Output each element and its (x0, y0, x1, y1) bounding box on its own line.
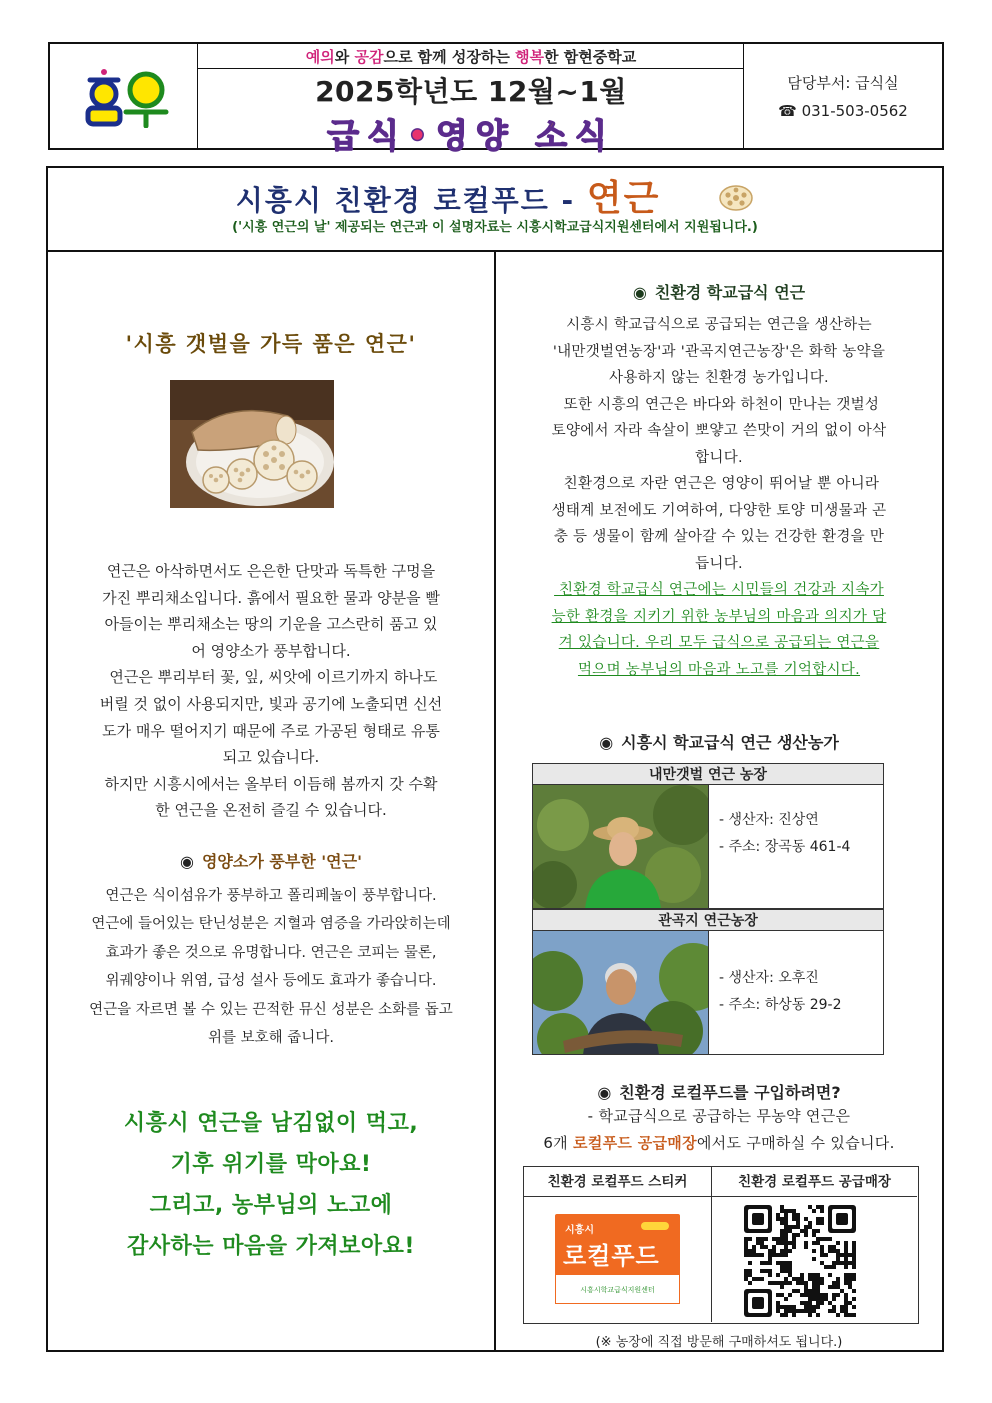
slogan-part: 예의 (305, 48, 335, 66)
sticker-column-header: 친환경 로컬푸드 스티커 (524, 1167, 712, 1197)
intro-paragraph (56, 558, 486, 824)
intro-line: 가진 뿌리채소입니다. 흙에서 필요한 물과 양분을 빨 (102, 588, 440, 607)
closing-message (48, 1103, 494, 1267)
school-logo-icon (80, 64, 172, 128)
eco-line: '내만갯벌연농장'과 '관곡지연근농장'은 화학 농약을 (552, 343, 886, 360)
bullet-icon: ◉ (597, 1083, 612, 1102)
nutrition-line: 위를 보호해 줍니다. (208, 1030, 334, 1047)
intro-line: 연근은 아삭하면서도 은은한 단맛과 독특한 구멍을 (106, 562, 436, 580)
nutrition-title-text: 영양소가 풍부한 '연근' (201, 852, 362, 871)
closing-line: 그리고, 농부님의 노고에 (149, 1193, 393, 1218)
main-title-row (48, 168, 942, 252)
eco-emphasis-line: 먹으며 농부님의 마음과 노고를 기억합시다. (577, 661, 861, 678)
intro-line: 되고 있습니다. (222, 748, 320, 767)
slogan-part: 행복 (515, 48, 545, 66)
sticker-city: 시흥시 (565, 1225, 594, 1236)
contact-cell (744, 44, 942, 148)
nutrition-line: 연근은 식이섬유가 풍부하고 폴리페놀이 풍부합니다. (105, 888, 437, 904)
closing-line: 시흥시 연근을 남김없이 먹고, (123, 1111, 419, 1136)
closing-line: 기후 위기를 막아요! (170, 1152, 372, 1177)
address-label: - 주소: 하상동 29-2 (719, 997, 842, 1013)
buy-line-2-post: 에서도 구매하실 수 있습니다. (696, 1134, 895, 1152)
purchase-table (523, 1166, 919, 1324)
buy-line-2-pre: 6개 (543, 1134, 574, 1152)
slogan-part: 한 함현중학교 (544, 48, 637, 66)
eco-emphasis-line: 친환경 학교급식 연근에는 시민들의 건강과 지속가 (554, 582, 884, 598)
nutrition-line: 연근에 들어있는 탄닌성분은 지혈과 염증을 가라앉히는데 (91, 916, 451, 933)
farm-row (532, 931, 884, 1055)
support-note: ('시흥 연근의 날' 제공되는 연근과 이 설명자료는 시흥시학교급식지원센터에서 지원됩니다.) (232, 220, 758, 235)
lotus-root-photo (170, 380, 334, 508)
producer-label: - 생산자: 진상연 (719, 812, 819, 828)
header-title-cell (198, 44, 744, 155)
sticker-footer-text: 시흥시학교급식지원센터 (580, 1286, 655, 1294)
phone-text: 031-503-0562 (801, 102, 908, 120)
left-headline: '시흥 갯벌을 가득 품은 연근' (125, 332, 417, 356)
main-title-item: 연근 (586, 178, 661, 219)
farm-row (532, 785, 884, 909)
bullet-icon: ◉ (599, 733, 614, 752)
buy-line-1: - 학교급식으로 공급하는 무농약 연근은 (587, 1107, 851, 1125)
lotus-slice-icon (718, 184, 754, 212)
school-logo-cell (50, 44, 198, 148)
main-title (48, 170, 942, 221)
buy-info (496, 1103, 942, 1157)
newsletter-title: 급식•영양 소식 (327, 116, 615, 155)
column-divider (494, 252, 496, 1350)
producer-label: - 생산자: 오후진 (719, 970, 819, 986)
farm-name-header: 내만갯벌 연근 농장 (532, 763, 884, 785)
intro-line: 하지만 시흥시에서는 올부터 이듬해 봄까지 갓 수확 (104, 774, 438, 793)
eco-title-text: 친환경 학교급식 연근 (654, 283, 806, 302)
bullet-icon: ◉ (632, 283, 647, 302)
nutrition-section-title (48, 849, 494, 872)
buy-title-text: 친환경 로컬푸드를 구입하려면? (619, 1083, 841, 1102)
eco-line: 합니다. (695, 449, 743, 466)
slogan-divider (198, 68, 744, 69)
phone-icon: ☎ (778, 102, 797, 120)
intro-line: 연근은 뿌리부터 꽃, 잎, 씨앗에 이르기까지 하나도 (104, 668, 438, 687)
sticker-footer (555, 1274, 680, 1304)
footnote: (※ 농장에 직접 방문해 구매하셔도 됩니다.) (595, 1335, 843, 1350)
intro-line: 버릴 것 없이 사용되지만, 빛과 공기에 노출되면 신선 (99, 694, 443, 713)
department-label: 담당부서: 급식실 (787, 74, 899, 92)
address-label: - 주소: 장곡동 461-4 (719, 839, 851, 855)
eco-line: 또한 시흥의 연근은 바다와 하천이 만나는 갯벌성 (558, 396, 880, 413)
slogan-part: 으로 함께 성장하는 (383, 48, 516, 66)
buy-line-2 (496, 1130, 942, 1157)
eco-paragraph (504, 312, 934, 577)
eco-line: 토양에서 자라 속살이 뽀얗고 쓴맛이 거의 없이 아삭 (551, 423, 887, 439)
eco-emphasis-line: 겨 있습니다. 우리 모두 급식으로 공급되는 연근을 (558, 635, 880, 651)
nutrition-line: 효과가 좋은 것으로 유명합니다. 연근은 코피는 물론, (105, 944, 437, 961)
local-food-store-highlight: 로컬푸드 공급매장 (573, 1134, 697, 1152)
sticker-title: 로컬푸드 (563, 1242, 660, 1270)
eco-section-title (496, 280, 942, 303)
intro-line: 한 연근을 온전히 즐길 수 있습니다. (155, 801, 387, 820)
main-title-prefix: 시흥시 친환경 로컬푸드 - (235, 184, 587, 217)
intro-line: 아들이는 뿌리채소는 땅의 기운을 고스란히 품고 있 (104, 615, 438, 634)
nutrition-line: 연근을 자르면 볼 수 있는 끈적한 뮤신 성분은 소화를 돕고 (89, 1001, 453, 1018)
nutrition-paragraph (54, 882, 488, 1052)
eco-line: 듭니다. (695, 555, 743, 572)
school-slogan (198, 46, 744, 67)
eco-line: 충 등 생물이 함께 살아갈 수 있는 건강한 환경을 만 (553, 529, 885, 545)
eco-line: 시흥시 학교급식으로 공급되는 연근을 생산하는 (566, 317, 872, 333)
store-column-header: 친환경 로컬푸드 공급매장 (712, 1167, 917, 1197)
table-divider (711, 1197, 712, 1322)
farm-info (719, 965, 842, 1019)
farms-title-text: 시흥시 학교급식 연근 생산농가 (621, 733, 839, 752)
intro-line: 도가 매우 떨어지기 때문에 주로 가공된 형태로 유통 (102, 721, 440, 740)
farm-info (719, 807, 850, 861)
eco-line: 사용하지 않는 친환경 농가입니다. (609, 370, 829, 386)
eco-emphasis-paragraph (504, 577, 934, 683)
store-qr-code-icon[interactable] (724, 1205, 900, 1317)
local-food-sticker (555, 1214, 680, 1304)
intro-line: 어 영양소가 풍부합니다. (191, 641, 351, 660)
header-box (48, 42, 944, 155)
slogan-part: 와 (334, 48, 355, 66)
farmer-photo (533, 931, 709, 1054)
farm-name-header: 관곡지 연근농장 (532, 909, 884, 931)
farms-section-title (496, 730, 942, 753)
eco-line: 친환경으로 자란 연근은 영양이 뛰어날 뿐 아니라 (558, 476, 880, 492)
sticker-badge (641, 1222, 669, 1230)
slogan-part: 공감 (354, 48, 384, 66)
phone-number (744, 102, 942, 120)
closing-line: 감사하는 마음을 가져보아요! (127, 1234, 415, 1259)
farmer-photo (533, 785, 709, 908)
nutrition-line: 위궤양이나 위염, 급성 설사 등에도 효과가 좋습니다. (105, 973, 437, 990)
buy-section-title (496, 1080, 942, 1103)
eco-line: 생태계 보전에도 기여하여, 다양한 토양 미생물과 곤 (551, 502, 887, 519)
year-title: 2025학년도 12월~1월 (315, 75, 627, 108)
eco-emphasis-line: 능한 환경을 지키기 위한 농부님의 마음과 의지가 담 (551, 608, 887, 625)
main-content-box (46, 166, 944, 1352)
bullet-icon: ◉ (179, 852, 194, 871)
